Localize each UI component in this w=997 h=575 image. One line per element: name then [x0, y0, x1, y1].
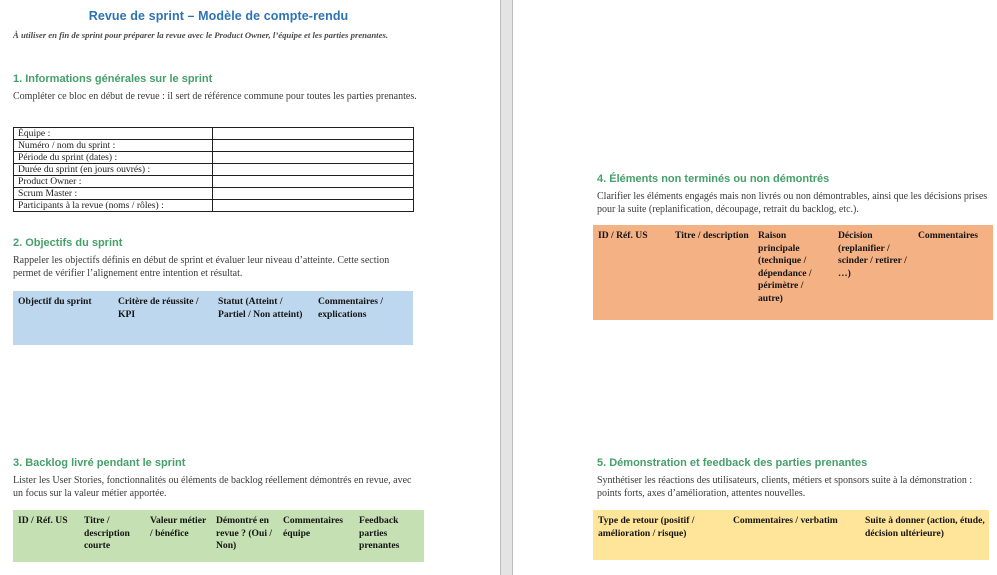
- info-label: Scrum Master :: [14, 188, 213, 200]
- info-value-cell[interactable]: [213, 176, 414, 188]
- table-header-row: [593, 225, 993, 320]
- column-header: Valeur métier / bénéfice: [150, 515, 207, 539]
- info-label: Durée du sprint (en jours ouvrés) :: [14, 164, 213, 176]
- delivered-backlog-table: [13, 510, 424, 562]
- objectives-table: [13, 291, 413, 345]
- column-header: Statut (Atteint / Partiel / Non atteint): [218, 296, 303, 320]
- column-header: Commentaires: [918, 230, 979, 241]
- column-header: Type de retour (positif / amélioration / risque): [598, 515, 695, 539]
- table-header-row: [13, 291, 413, 345]
- info-value-cell[interactable]: [213, 152, 414, 164]
- section-3-heading: 3. Backlog livré pendant le sprint: [13, 457, 186, 469]
- column-header: Objectif du sprint: [18, 296, 92, 307]
- section-1-intro: Compléter ce bloc en début de revue : il sert de référence commune pour toutes les parties prenantes.: [13, 91, 417, 102]
- unfinished-items-table: [593, 225, 993, 320]
- table-row: [14, 188, 414, 200]
- document-page-right: [513, 0, 997, 575]
- info-label: Product Owner :: [14, 176, 213, 188]
- info-value-cell[interactable]: [213, 200, 414, 212]
- info-label: Équipe :: [14, 128, 213, 140]
- info-label: Participants à la revue (noms / rôles) :: [14, 200, 213, 212]
- column-header: Commentaires équipe: [283, 515, 344, 539]
- section-5-heading: 5. Démonstration et feedback des parties prenantes: [597, 457, 868, 469]
- section-4-intro: Clarifier les éléments engagés mais non livrés ou non démontrables, ainsi que les décisions prises pour la suite (replanification, découpage, retrait du backlog, etc.).: [597, 191, 988, 216]
- section-2-intro: Rappeler les objectifs définis en début de sprint et évaluer leur niveau d’atteinte. Cette section permet de vérifier l’alignement entre intention et résultat.: [13, 255, 390, 280]
- column-header: Décision (replanifier / scinder / retirer / …): [838, 230, 907, 279]
- info-value-cell[interactable]: [213, 164, 414, 176]
- section-2-heading: 2. Objectifs du sprint: [13, 237, 123, 249]
- table-row: [14, 140, 414, 152]
- column-header: ID / Réf. US: [598, 230, 648, 241]
- page-gap-divider: [500, 0, 513, 575]
- info-label: Numéro / nom du sprint :: [14, 140, 213, 152]
- column-header: Commentaires / verbatim: [733, 515, 838, 526]
- column-header: Démontré en revue ? (Oui / Non): [216, 515, 273, 552]
- table-row: [14, 152, 414, 164]
- info-value-cell[interactable]: [213, 140, 414, 152]
- column-header: Raison principale (technique / dépendance / périmètre / autre): [758, 230, 812, 304]
- info-value-cell[interactable]: [213, 128, 414, 140]
- table-row: [14, 176, 414, 188]
- table-row: [14, 128, 414, 140]
- column-header: Titre / description: [675, 230, 749, 241]
- column-header: Titre / description courte: [84, 515, 130, 552]
- column-header: Commentaires / explications: [318, 296, 384, 320]
- info-label: Période du sprint (dates) :: [14, 152, 213, 164]
- stakeholder-feedback-table: [593, 510, 989, 560]
- column-header: Critère de réussite / KPI: [118, 296, 199, 320]
- info-value-cell[interactable]: [213, 188, 414, 200]
- section-4-heading: 4. Éléments non terminés ou non démontrés: [597, 173, 830, 185]
- section-3-intro: Lister les User Stories, fonctionnalités ou éléments de backlog réellement démontrés en revue, avec un focus sur la valeur métier apportée.: [13, 475, 412, 500]
- section-5-intro: Synthétiser les réactions des utilisateurs, clients, métiers et sponsors suite à la démonstration : points forts, axes d’amélioration, attentes nouvelles.: [597, 475, 973, 500]
- table-header-row: [13, 510, 424, 562]
- document-subtitle: À utiliser en fin de sprint pour préparer la revue avec le Product Owner, l’équipe et les parties prenantes.: [13, 30, 389, 40]
- table-row: [14, 164, 414, 176]
- table-header-row: [593, 510, 989, 560]
- table-row: [14, 200, 414, 212]
- column-header: Feedback parties prenantes: [359, 515, 400, 552]
- sprint-info-table: [13, 127, 414, 212]
- section-1-heading: 1. Informations générales sur le sprint: [13, 73, 213, 85]
- document-title: Revue de sprint – Modèle de compte-rendu: [88, 9, 349, 23]
- column-header: Suite à donner (action, étude, décision ultérieure): [865, 515, 985, 539]
- column-header: ID / Réf. US: [18, 515, 68, 526]
